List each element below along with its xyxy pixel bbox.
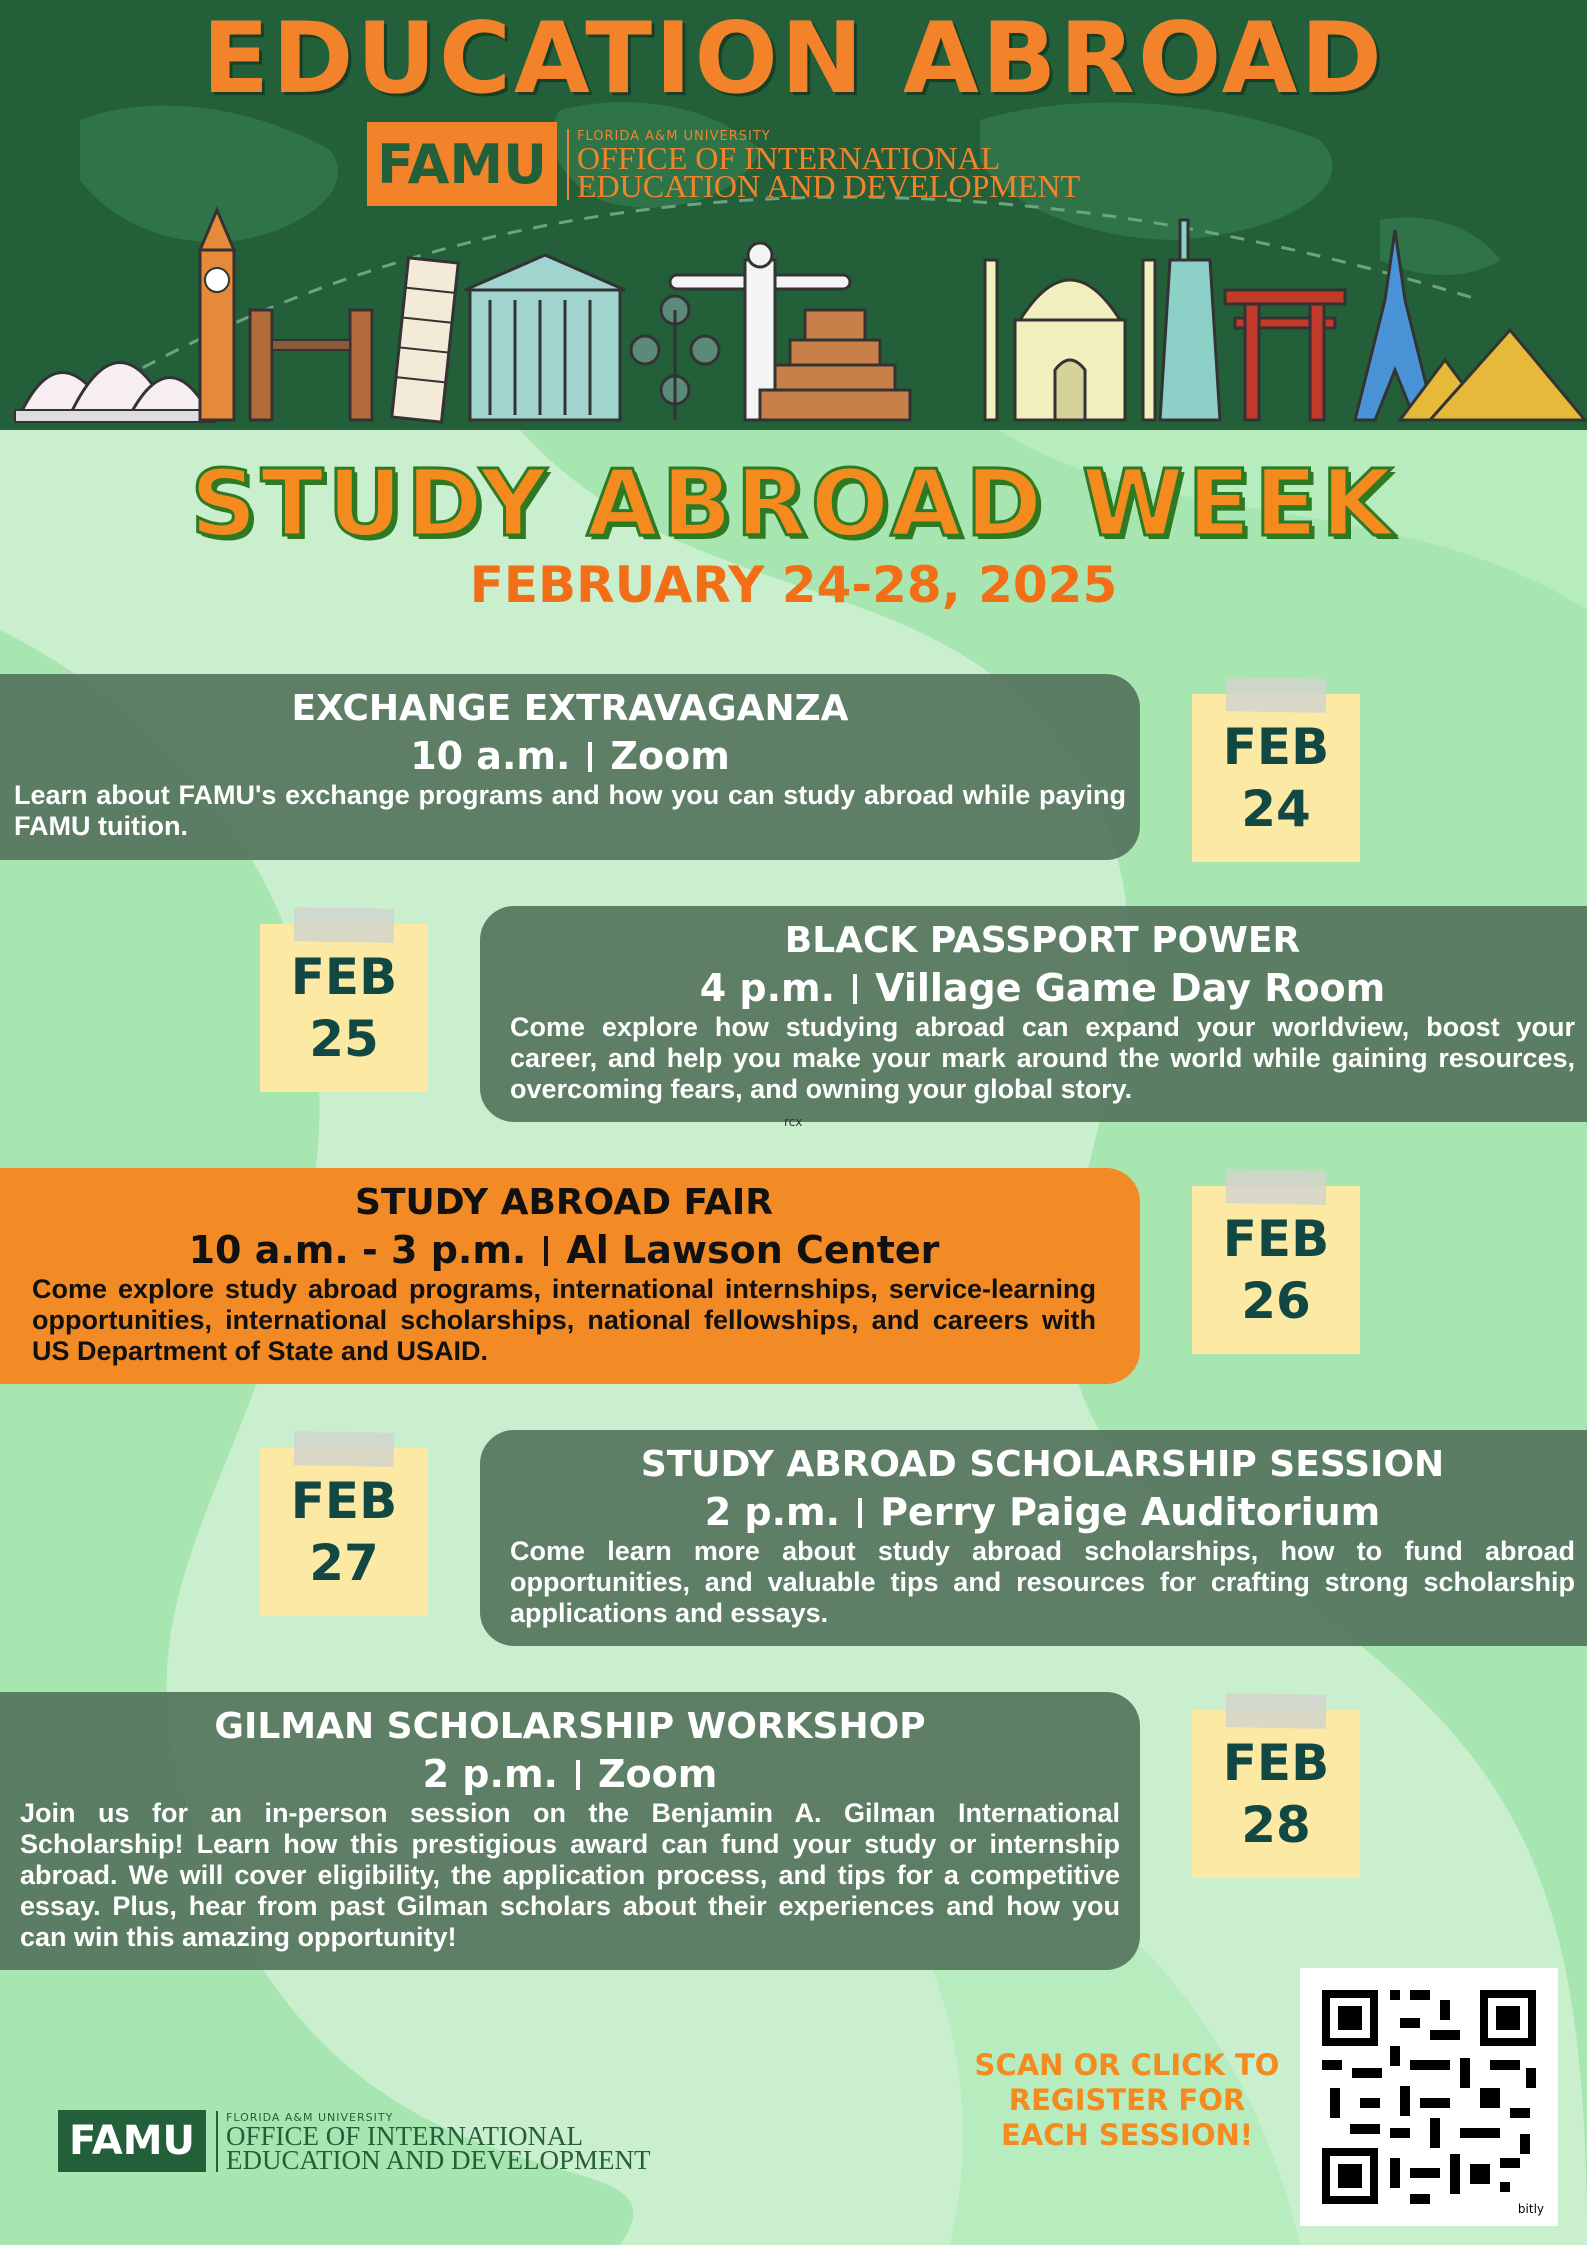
session-card-black-passport-power (480, 906, 1587, 1122)
session-title: STUDY ABROAD FAIR (355, 1182, 773, 1223)
logo-university: FLORIDA A&M UNIVERSITY (577, 128, 771, 144)
session-description: Come explore study abroad programs, international internships, service-learning opportunities, international scholarships, national fellowships, and careers with US Department of State and USAID. (32, 1274, 1096, 1366)
session-time-location: 2 p.m. Zoom (422, 1752, 718, 1796)
event-title: STUDY ABROAD WEEK (190, 450, 1397, 557)
pyramid-temple-icon (760, 310, 910, 420)
session-description: Come explore how studying abroad can expand your worldview, boost your career, and help you make your mark around the world while gaining resources, overcoming fears, and owning your global story. (510, 1012, 1575, 1104)
logo-line-1: OFFICE OF INTERNATIONAL (226, 2120, 583, 2151)
registration-qr-code[interactable] (1300, 1968, 1558, 2226)
session-time-location: 10 a.m. Zoom (410, 734, 730, 778)
session-time-location: 2 p.m. Perry Paige Auditorium (704, 1490, 1381, 1534)
big-ben-icon (200, 210, 234, 420)
atomium-icon (631, 296, 719, 420)
famu-logo-box: FAMU (367, 122, 557, 206)
logo-university: FLORIDA A&M UNIVERSITY (226, 2110, 394, 2124)
qr-label: bitly (1517, 2202, 1544, 2216)
date-note-feb-28: FEB 28 (1192, 1710, 1360, 1878)
leaning-tower-icon (392, 258, 458, 422)
famu-logo-box: FAMU (58, 2110, 206, 2172)
session-title: BLACK PASSPORT POWER (784, 920, 1301, 961)
torii-gate-icon (1225, 290, 1345, 420)
date-note-feb-27: FEB 27 (260, 1448, 428, 1616)
logo-line-1: OFFICE OF INTERNATIONAL (577, 139, 1001, 176)
pyramids-icon (1400, 330, 1585, 420)
office-logo-header (367, 122, 1080, 206)
office-logo-footer (58, 2110, 651, 2175)
banner-title: EDUCATION ABROAD (202, 2, 1385, 116)
session-card-gilman-workshop (0, 1692, 1140, 1970)
tiny-mark: rcx (784, 1115, 803, 1129)
session-title: EXCHANGE EXTRAVAGANZA (291, 688, 849, 729)
date-note-feb-26: FEB 26 (1192, 1186, 1360, 1354)
session-time-location: 4 p.m. Village Game Day Room (699, 966, 1386, 1010)
session-card-exchange-extravaganza (0, 674, 1140, 860)
session-card-scholarship-session (480, 1430, 1587, 1646)
opera-house-icon (15, 363, 215, 423)
register-call-to-action: SCAN OR CLICK TO REGISTER FOR EACH SESSION! (974, 2048, 1280, 2152)
date-note-feb-24: FEB 24 (1192, 694, 1360, 862)
parthenon-icon (465, 255, 625, 420)
session-title: GILMAN SCHOLARSHIP WORKSHOP (214, 1706, 926, 1747)
header-banner (0, 0, 1587, 430)
logo-line-2: EDUCATION AND DEVELOPMENT (226, 2144, 651, 2175)
event-dates: FEBRUARY 24-28, 2025 (469, 556, 1118, 614)
session-title: STUDY ABROAD SCHOLARSHIP SESSION (640, 1444, 1445, 1485)
tower-bridge-icon (250, 310, 372, 420)
session-description: Come learn more about study abroad scholarships, how to fund abroad opportunities, and valuable tips and resources for crafting strong scholarship applications and essays. (510, 1536, 1575, 1628)
date-note-feb-25: FEB 25 (260, 924, 428, 1092)
taj-mahal-icon (985, 260, 1155, 420)
session-time-location: 10 a.m. - 3 p.m. Al Lawson Center (188, 1228, 940, 1272)
session-description: Join us for an in-person session on the Benjamin A. Gilman International Scholarship! Learn how this prestigious award can fund your study or internship abroad. We will cover eligibility, the application process, and tips for a competitive essay. Plus, hear from past Gilman scholars about their experiences and how you can win this amazing opportunity! (20, 1798, 1120, 1952)
statue-of-liberty-icon (1160, 220, 1220, 420)
world-landmarks-illustration (0, 200, 1587, 430)
session-description: Learn about FAMU's exchange programs and how you can study abroad while paying FAMU tuition. (14, 780, 1126, 841)
qr-code-icon (1300, 1968, 1558, 2226)
logo-line-2: EDUCATION AND DEVELOPMENT (577, 167, 1081, 204)
session-card-study-abroad-fair (0, 1168, 1140, 1384)
